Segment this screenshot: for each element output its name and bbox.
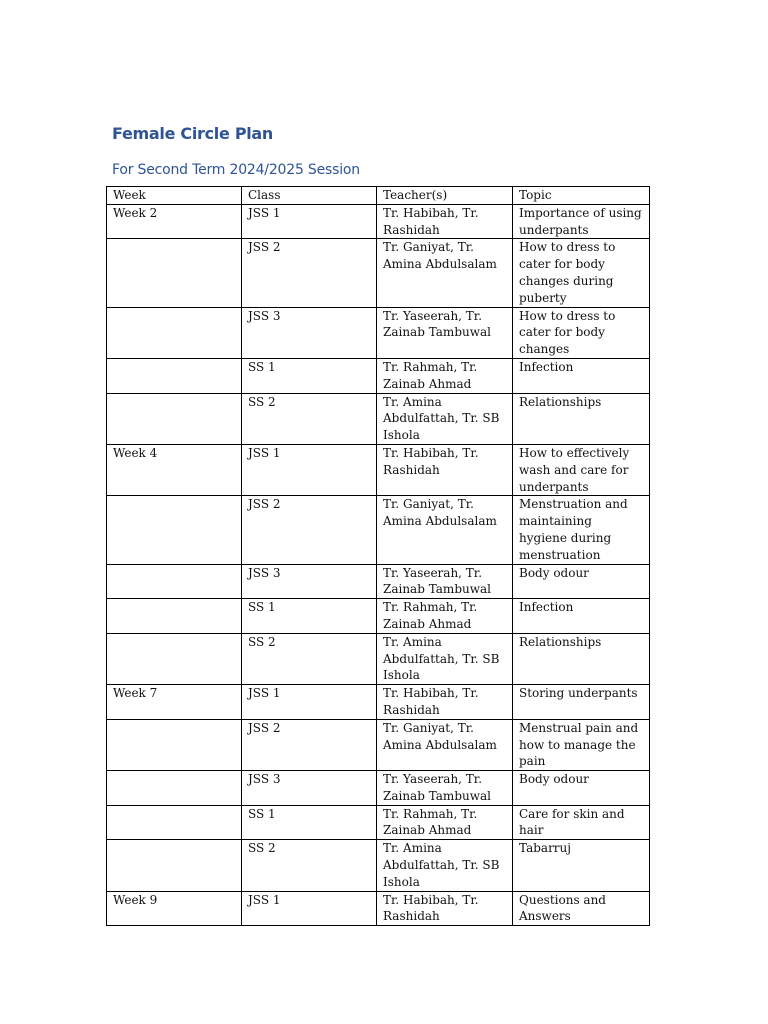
class-cell: SS 1 <box>242 599 377 634</box>
class-cell: JSS 3 <box>242 564 377 599</box>
week-cell: Week 7 <box>107 685 242 720</box>
teachers-cell: Tr. Rahmah, Tr. Zainab Ahmad <box>377 805 513 840</box>
week-cell: Week 4 <box>107 444 242 495</box>
table-row <box>107 771 650 806</box>
week-cell <box>107 239 242 307</box>
topic-cell: How to effectively wash and care for underpants <box>513 444 650 495</box>
topic-cell: Body odour <box>513 771 650 806</box>
class-cell: JSS 3 <box>242 307 377 358</box>
week-cell <box>107 564 242 599</box>
teachers-cell: Tr. Habibah, Tr. Rashidah <box>377 204 513 239</box>
topic-cell: Importance of using underpants <box>513 204 650 239</box>
week-cell <box>107 307 242 358</box>
teachers-cell: Tr. Habibah, Tr. Rashidah <box>377 444 513 495</box>
week-cell <box>107 393 242 444</box>
teachers-cell: Tr. Rahmah, Tr. Zainab Ahmad <box>377 599 513 634</box>
class-cell: JSS 1 <box>242 891 377 926</box>
week-cell <box>107 840 242 891</box>
teachers-cell: Tr. Yaseerah, Tr. Zainab Tambuwal <box>377 307 513 358</box>
week-cell <box>107 496 242 564</box>
week-cell <box>107 633 242 684</box>
topic-cell: Infection <box>513 599 650 634</box>
teachers-cell: Tr. Habibah, Tr. Rashidah <box>377 891 513 926</box>
topic-cell: Infection <box>513 358 650 393</box>
header-week: Week <box>107 187 242 205</box>
table-row <box>107 633 650 684</box>
teachers-cell: Tr. Rahmah, Tr. Zainab Ahmad <box>377 358 513 393</box>
teachers-cell: Tr. Yaseerah, Tr. Zainab Tambuwal <box>377 564 513 599</box>
class-cell: JSS 1 <box>242 444 377 495</box>
table-row <box>107 204 650 239</box>
header-topic: Topic <box>513 187 650 205</box>
class-cell: JSS 1 <box>242 685 377 720</box>
header-teachers: Teacher(s) <box>377 187 513 205</box>
teachers-cell: Tr. Amina Abdulfattah, Tr. SB Ishola <box>377 633 513 684</box>
topic-cell: Relationships <box>513 633 650 684</box>
teachers-cell: Tr. Yaseerah, Tr. Zainab Tambuwal <box>377 771 513 806</box>
table-row <box>107 393 650 444</box>
table-row <box>107 496 650 564</box>
class-cell: JSS 2 <box>242 239 377 307</box>
week-cell <box>107 805 242 840</box>
topic-cell: Storing underpants <box>513 685 650 720</box>
topic-cell: How to dress to cater for body changes <box>513 307 650 358</box>
topic-cell: Tabarruj <box>513 840 650 891</box>
table-row <box>107 564 650 599</box>
topic-cell: How to dress to cater for body changes during puberty <box>513 239 650 307</box>
teachers-cell: Tr. Ganiyat, Tr. Amina Abdulsalam <box>377 496 513 564</box>
week-cell <box>107 358 242 393</box>
table-row <box>107 358 650 393</box>
class-cell: SS 1 <box>242 805 377 840</box>
table-row <box>107 239 650 307</box>
teachers-cell: Tr. Ganiyat, Tr. Amina Abdulsalam <box>377 719 513 770</box>
table-row <box>107 891 650 926</box>
table-header-row <box>107 187 650 205</box>
table-row <box>107 444 650 495</box>
topic-cell: Relationships <box>513 393 650 444</box>
document-title: Female Circle Plan <box>112 124 274 143</box>
topic-cell: Menstrual pain and how to manage the pain <box>513 719 650 770</box>
header-class: Class <box>242 187 377 205</box>
document-subtitle: For Second Term 2024/2025 Session <box>112 162 360 178</box>
week-cell <box>107 599 242 634</box>
topic-cell: Care for skin and hair <box>513 805 650 840</box>
week-cell: Week 2 <box>107 204 242 239</box>
table-row <box>107 307 650 358</box>
table-row <box>107 599 650 634</box>
week-cell <box>107 771 242 806</box>
class-cell: SS 2 <box>242 633 377 684</box>
table-row <box>107 719 650 770</box>
week-cell: Week 9 <box>107 891 242 926</box>
circle-plan-table <box>106 186 650 926</box>
class-cell: SS 2 <box>242 393 377 444</box>
table-row <box>107 840 650 891</box>
teachers-cell: Tr. Habibah, Tr. Rashidah <box>377 685 513 720</box>
table-row <box>107 805 650 840</box>
class-cell: JSS 2 <box>242 719 377 770</box>
class-cell: SS 2 <box>242 840 377 891</box>
topic-cell: Menstruation and maintaining hygiene during menstruation <box>513 496 650 564</box>
week-cell <box>107 719 242 770</box>
teachers-cell: Tr. Ganiyat, Tr. Amina Abdulsalam <box>377 239 513 307</box>
class-cell: JSS 2 <box>242 496 377 564</box>
table-row <box>107 685 650 720</box>
topic-cell: Body odour <box>513 564 650 599</box>
teachers-cell: Tr. Amina Abdulfattah, Tr. SB Ishola <box>377 393 513 444</box>
teachers-cell: Tr. Amina Abdulfattah, Tr. SB Ishola <box>377 840 513 891</box>
topic-cell: Questions and Answers <box>513 891 650 926</box>
class-cell: JSS 1 <box>242 204 377 239</box>
class-cell: JSS 3 <box>242 771 377 806</box>
class-cell: SS 1 <box>242 358 377 393</box>
